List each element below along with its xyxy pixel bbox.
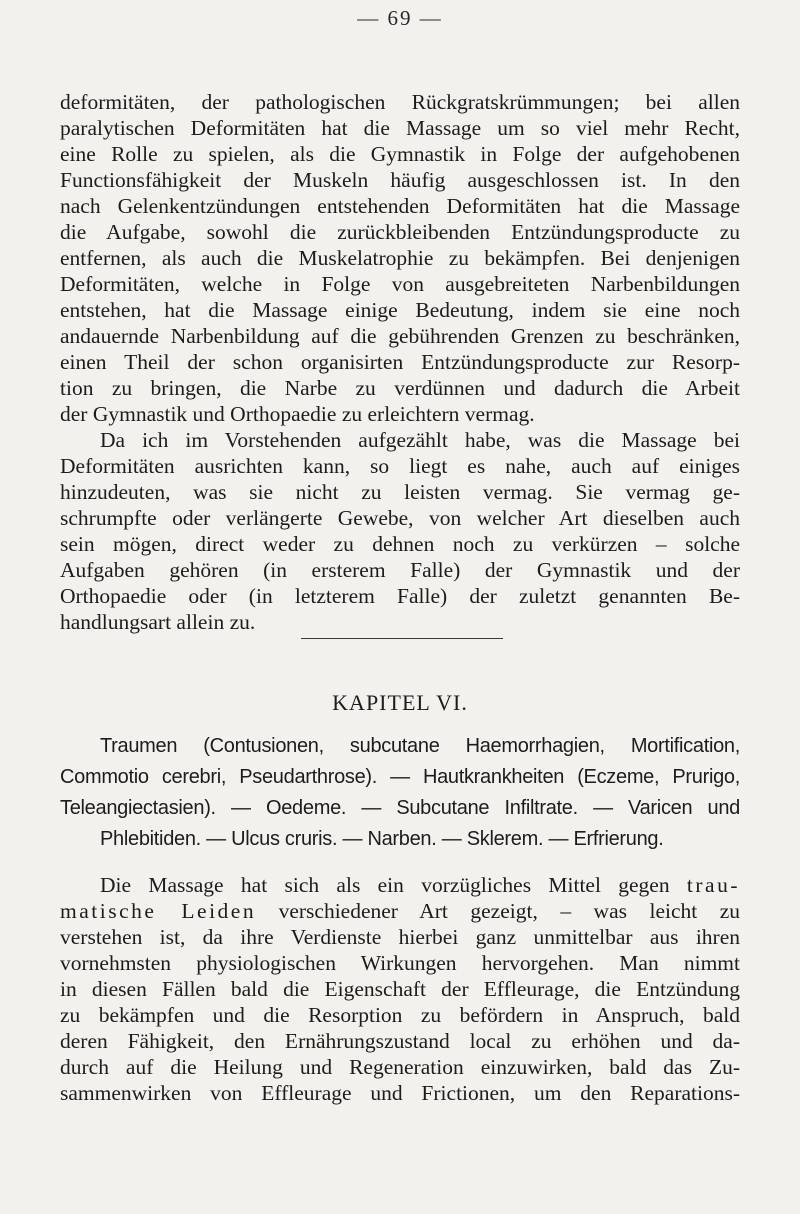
text-line: handlungsart allein zu. xyxy=(60,610,256,634)
emphasized-text: matische Leiden xyxy=(60,899,257,923)
text-line: andauernde Narbenbildung auf die gebührenden Grenzen zu beschränken, xyxy=(60,324,740,348)
text-line: sein mögen, direct weder zu dehnen noch zu verkürzen – solche xyxy=(60,532,740,556)
page-number: — 69 — xyxy=(357,6,443,30)
text-line: der Gymnastik und Orthopaedie zu erleichtern vermag. xyxy=(60,402,535,426)
text-line: verstehen ist, da ihre Verdienste hierbei ganz unmittelbar aus ihren xyxy=(60,925,740,949)
section-divider xyxy=(301,638,503,639)
text-line: Aufgaben gehören (in ersterem Falle) der Gymnastik und der xyxy=(60,558,740,582)
text-line: paralytischen Deformitäten hat die Massage um so viel mehr Recht, xyxy=(60,116,740,140)
summary-line: Teleangiectasien). — Oedeme. — Subcutane Infiltrate. — Varicen und xyxy=(60,797,740,819)
paragraph-1 xyxy=(60,89,740,427)
summary-line: Phlebitiden. — Ulcus cruris. — Narben. — Sklerem. — Erfrierung. xyxy=(100,828,664,850)
emphasized-text: trau- xyxy=(686,873,740,897)
text-line: in diesen Fällen bald die Eigenschaft der Effleurage, die Entzündung xyxy=(60,977,740,1001)
text-line: Functionsfähigkeit der Muskeln häufig ausgeschlossen ist. In den xyxy=(60,168,740,192)
paragraph-3 xyxy=(60,872,740,1106)
text-line: vornehmsten physiologischen Wirkungen hervorgehen. Man nimmt xyxy=(60,951,740,975)
text-line: entfernen, als auch die Muskelatrophie zu bekämpfen. Bei denjenigen xyxy=(60,246,740,270)
text-line: eine Rolle zu spielen, als die Gymnastik in Folge der aufgehobenen xyxy=(60,142,740,166)
summary-line: Traumen (Contusionen, subcutane Haemorrhagien, Mortification, xyxy=(100,735,740,757)
body-text xyxy=(60,89,740,635)
text-line: sammenwirken von Effleurage und Frictionen, um den Reparations- xyxy=(60,1081,740,1105)
text-line: einen Theil der schon organisirten Entzündungsproducte zur Resorp- xyxy=(60,350,740,374)
text-line: zu bekämpfen und die Resorption zu befördern in Anspruch, bald xyxy=(60,1003,740,1027)
text-line: nach Gelenkentzündungen entstehenden Deformitäten hat die Massage xyxy=(60,194,740,218)
text-line: durch auf die Heilung und Regeneration einzuwirken, bald das Zu- xyxy=(60,1055,740,1079)
text-line: tion zu bringen, die Narbe zu verdünnen und dadurch die Arbeit xyxy=(60,376,740,400)
text-line: Orthopaedie oder (in letzterem Falle) der zuletzt genannten Be- xyxy=(60,584,740,608)
text-line: Da ich im Vorstehenden aufgezählt habe, was die Massage bei xyxy=(100,428,740,452)
text-segment: Die Massage hat sich als ein vorzügliches Mittel gegen xyxy=(100,873,687,897)
text-line: deren Fähigkeit, den Ernährungszustand local zu erhöhen und da- xyxy=(60,1029,740,1053)
text-line: deformitäten, der pathologischen Rückgratskrümmungen; bei allen xyxy=(60,90,740,114)
text-segment: verschiedener Art gezeigt, – was leicht zu xyxy=(256,899,741,923)
text-line: schrumpfte oder verlängerte Gewebe, von welcher Art dieselben auch xyxy=(60,506,740,530)
summary-line: Commotio cerebri, Pseudarthrose). — Hautkrankheiten (Eczeme, Prurigo, xyxy=(60,766,740,788)
text-line: entstehen, hat die Massage einige Bedeutung, indem sie eine noch xyxy=(60,298,740,322)
chapter-summary xyxy=(60,731,740,855)
text-line: Deformitäten, welche in Folge von ausgebreiteten Narbenbildungen xyxy=(60,272,740,296)
text-line: die Aufgabe, sowohl die zurückbleibenden Entzündungsproducte zu xyxy=(60,220,740,244)
text-line xyxy=(60,872,740,898)
text-line: hinzudeuten, was sie nicht zu leisten vermag. Sie vermag ge- xyxy=(60,480,740,504)
text-line: Deformitäten ausrichten kann, so liegt es nahe, auch auf einiges xyxy=(60,454,740,478)
text-line xyxy=(60,898,740,924)
paragraph-2 xyxy=(60,427,740,635)
chapter-title: KAPITEL VI. xyxy=(332,690,468,715)
